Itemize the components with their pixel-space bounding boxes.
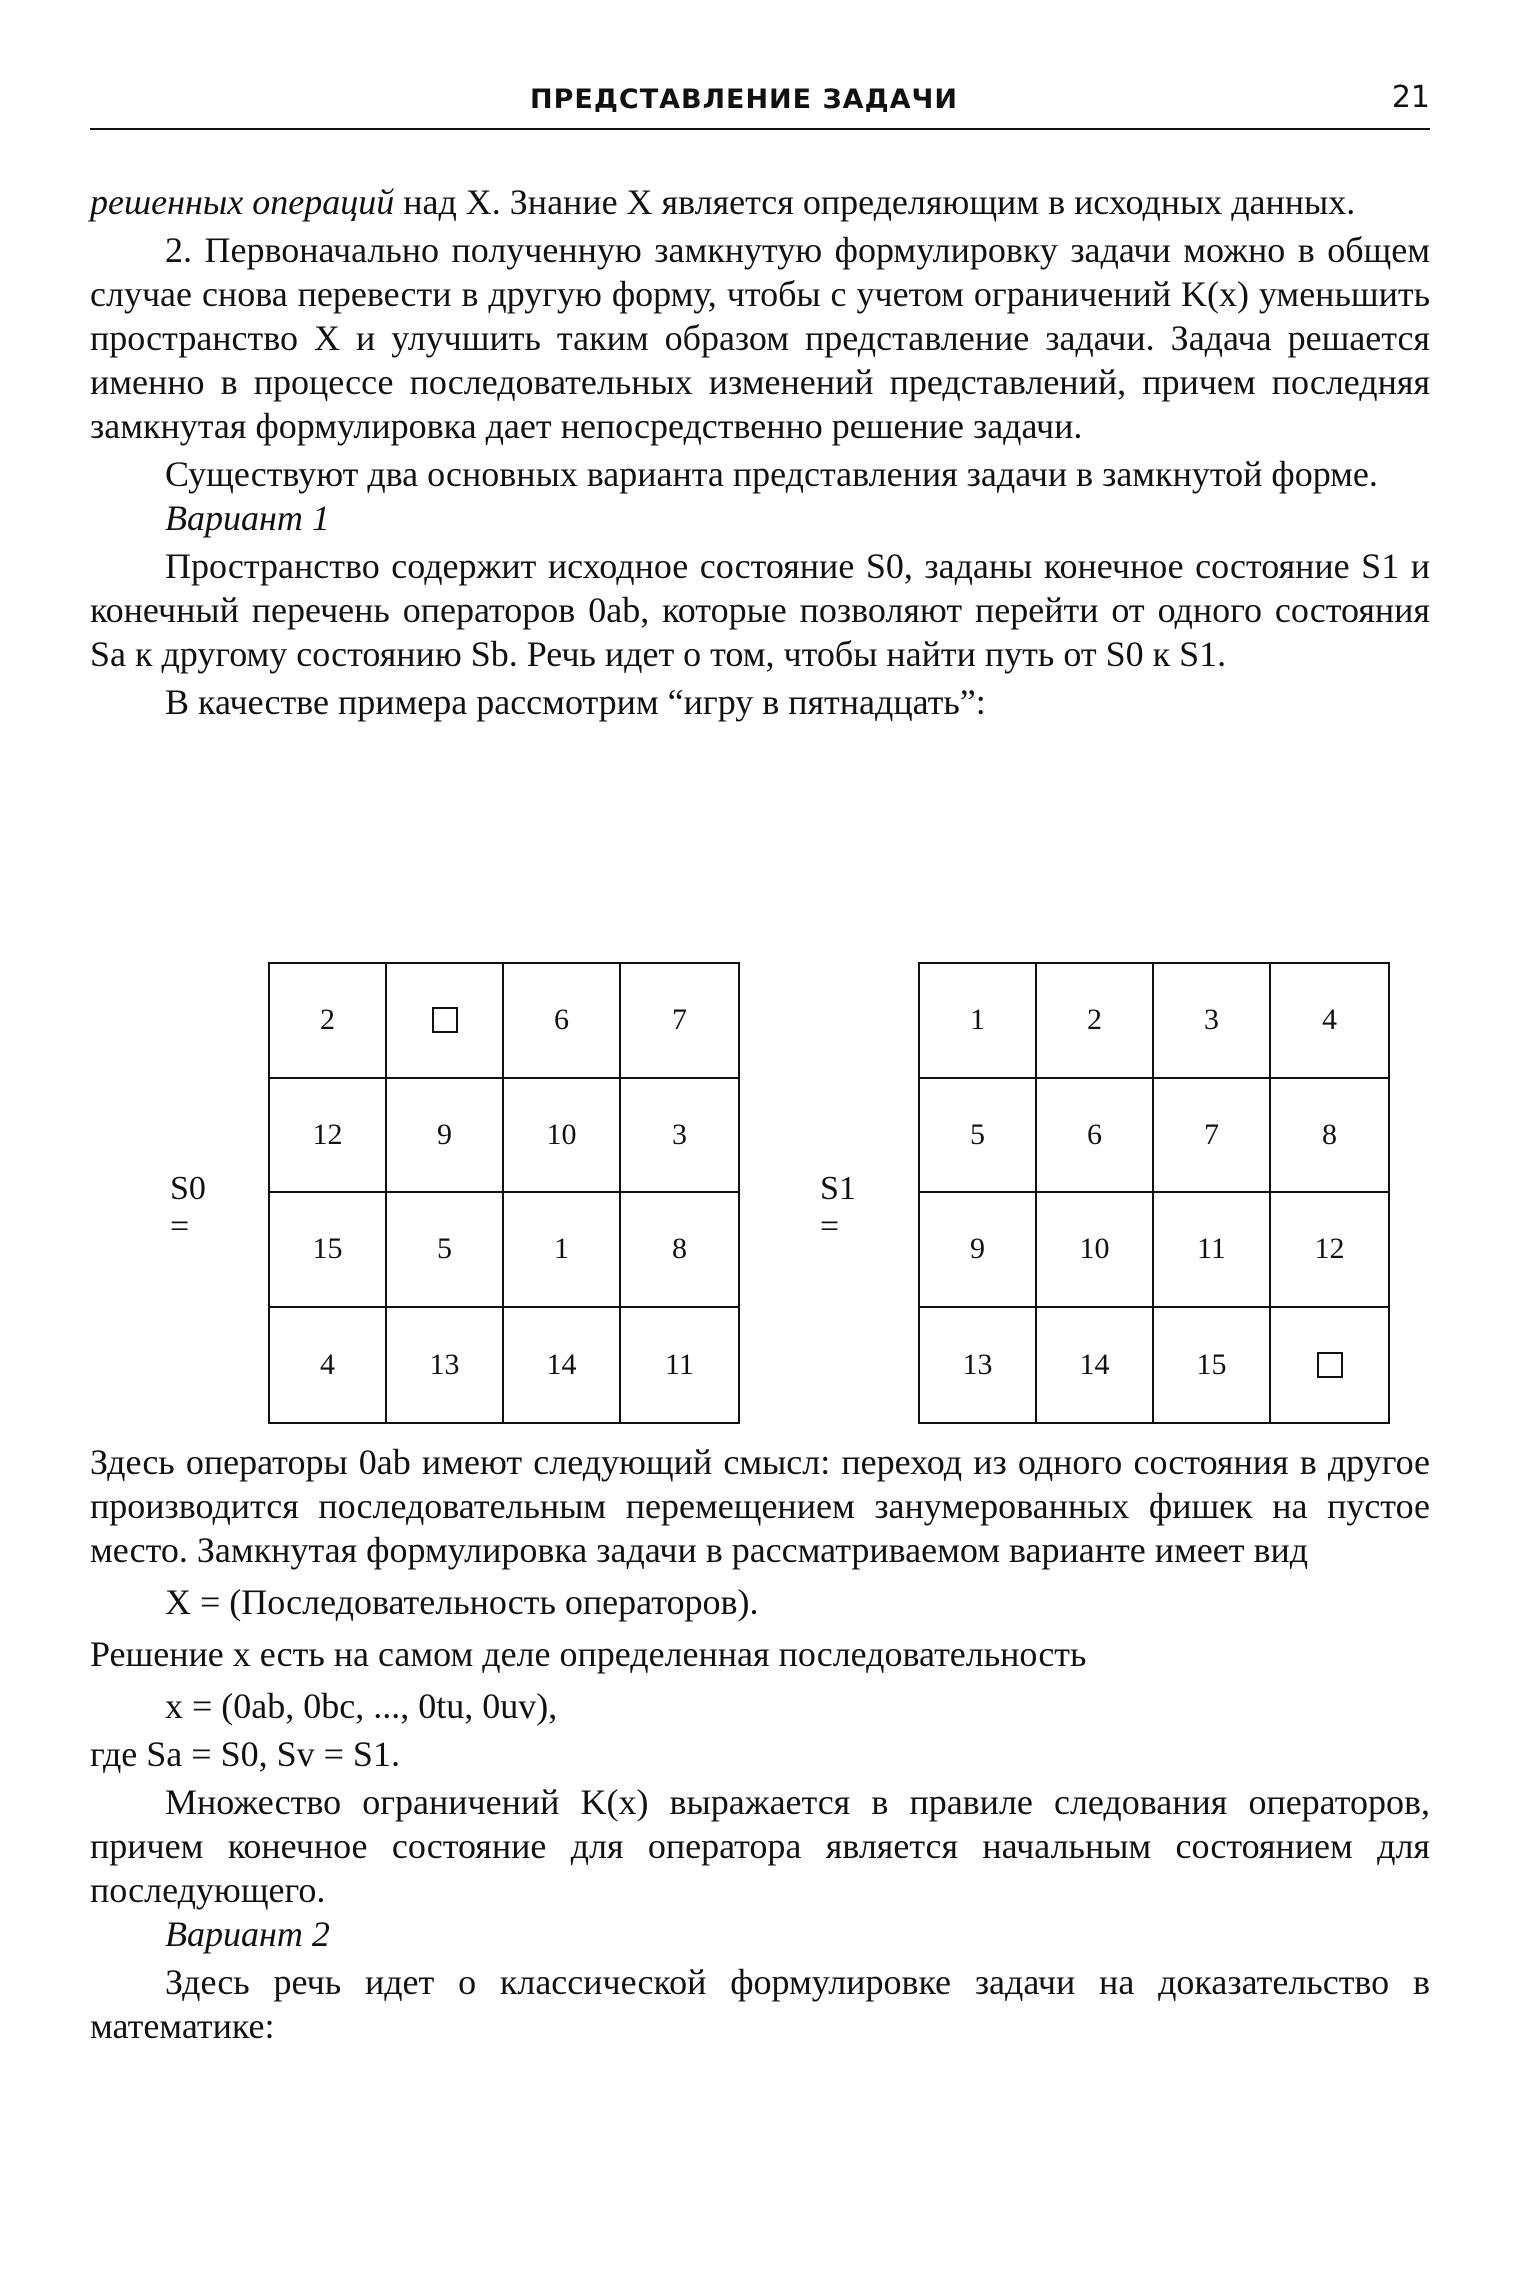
- paragraph-2: 2. Первоначально полученную замкнутую формулировку задачи можно в общем случае снова перевести в другую форму, чтобы с учетом ограничений K(x) уменьшить пространство X и улучшить таким образом представление задачи. Задача решается именно в процессе последовательных изменений представлений, причем последняя замкнутая формулировка дает непосредственно решение задачи.: [90, 230, 1430, 446]
- header-rule: [90, 128, 1430, 130]
- paragraph-3: Существуют два основных варианта представления задачи в замкнутой форме.: [165, 454, 1378, 494]
- puzzle-cell: 14: [1037, 1308, 1154, 1423]
- paragraph-4: Пространство содержит исходное состояние S0, заданы конечное состояние S1 и конечный перечень операторов 0ab, которые позволяют перейти от одного состояния Sa к другому состоянию Sb. Речь идет о том, чтобы найти путь от S0 к S1.: [90, 546, 1430, 674]
- formula-2: x = (0ab, 0bc, ..., 0tu, 0uv),: [165, 1686, 558, 1726]
- paragraph-5: В качестве примера рассмотрим “игру в пятнадцать”:: [165, 682, 986, 722]
- puzzle-cell: 4: [1271, 964, 1388, 1079]
- puzzle-s0-grid: [268, 962, 740, 1424]
- puzzle-s0-label: S0 =: [170, 1170, 206, 1245]
- puzzle-cell: 5: [920, 1079, 1037, 1194]
- puzzle-cell: 12: [1271, 1193, 1388, 1308]
- puzzle-cell: 6: [1037, 1079, 1154, 1194]
- puzzle-cell: 6: [504, 964, 621, 1079]
- puzzle-cell: 5: [387, 1193, 504, 1308]
- puzzle-cell: 15: [270, 1193, 387, 1308]
- puzzle-cell: 3: [1154, 964, 1271, 1079]
- puzzle-cell: 7: [1154, 1079, 1271, 1194]
- puzzle-cell: 14: [504, 1308, 621, 1423]
- puzzle-cell: 13: [387, 1308, 504, 1423]
- running-title: ПРЕДСТАВЛЕНИЕ ЗАДАЧИ: [530, 84, 958, 115]
- page-number: 21: [1391, 80, 1430, 115]
- paragraph-7: Решение x есть на самом деле определенная последовательность: [90, 1634, 1087, 1674]
- paragraph-9: Множество ограничений K(x) выражается в правиле следования операторов, причем конечное состояние для оператора является начальным состоянием для последующего.: [90, 1782, 1430, 1910]
- puzzle-s1-label: S1 =: [820, 1170, 856, 1245]
- puzzle-cell: 7: [621, 964, 738, 1079]
- puzzle-s1-grid: [918, 962, 1390, 1424]
- puzzle-cell: 12: [270, 1079, 387, 1194]
- puzzle-cell: 11: [1154, 1193, 1271, 1308]
- page-header: [90, 78, 1430, 128]
- puzzle-cell: 2: [270, 964, 387, 1079]
- puzzle-cell: 8: [1271, 1079, 1388, 1194]
- body-text-bottom: [90, 1440, 1430, 2048]
- puzzle-cell: 15: [1154, 1308, 1271, 1423]
- paragraph-8: где Sa = S0, Sv = S1.: [90, 1734, 400, 1774]
- puzzle-cell: 11: [665, 1347, 694, 1381]
- puzzle-cell: [1271, 1308, 1388, 1423]
- paragraph-6: Здесь операторы 0ab имеют следующий смысл: переход из одного состояния в другое производится последовательным перемещением занумерованных фишек на пустое место. Замкнутая формулировка задачи в рассматриваемом варианте имеет вид: [90, 1442, 1430, 1570]
- puzzle-cell: [387, 964, 504, 1079]
- variant-1-heading: Вариант 1: [165, 498, 330, 538]
- puzzle-cell: 1: [920, 964, 1037, 1079]
- paragraph-10: Здесь речь идет о классической формулировке задачи на доказательство в математике:: [90, 1962, 1430, 2046]
- puzzle-cell: 8: [621, 1193, 738, 1308]
- puzzle-cell: 10: [504, 1079, 621, 1194]
- variant-2-heading: Вариант 2: [165, 1914, 330, 1954]
- puzzle-cell: 4: [270, 1308, 387, 1423]
- puzzle-cell: 13: [920, 1308, 1037, 1423]
- empty-cell-icon: [1317, 1352, 1343, 1378]
- puzzle-cell: 1: [504, 1193, 621, 1308]
- puzzle-cell: 9: [920, 1193, 1037, 1308]
- formula-1: X = (Последовательность операторов).: [165, 1582, 759, 1622]
- puzzle-cell: 3: [621, 1079, 738, 1194]
- body-text-top: [90, 180, 1430, 724]
- puzzle-cell: 10: [1037, 1193, 1154, 1308]
- puzzle-cell: 9: [387, 1079, 504, 1194]
- puzzle-cell: 2: [1037, 964, 1154, 1079]
- paragraph-1: решенных операций над X. Знание X является определяющим в исходных данных.: [90, 182, 1356, 222]
- empty-cell-icon: [432, 1007, 458, 1033]
